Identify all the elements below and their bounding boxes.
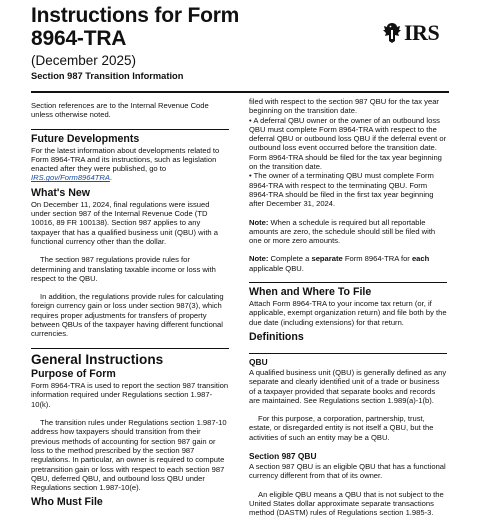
s987-subsection	[249, 451, 447, 517]
future-text-pre: For the latest information about developments related to Form 8964-TRA and its instructions, such as legislation enacted after they were published, go to	[31, 145, 220, 174]
section-rule	[31, 129, 229, 130]
whats-new-paragraph-1: On December 11, 2024, final regulations were issued under section 987 of the Internal Revenue Code (TD 10016, 89 FR 100138). Section 987 applies to any taxpayer that has a qualified business unit (QBU) with a functional currency other than the dollar.	[31, 199, 218, 246]
form-link[interactable]: IRS.gov/Form8964TRA	[31, 173, 110, 183]
future-text-post: .	[109, 173, 113, 183]
note-2-post: applicable QBU.	[249, 263, 304, 273]
general-section	[31, 348, 229, 510]
intro-text: Section references are to the Internal Revenue Code unless otherwise noted.	[31, 101, 209, 120]
right-column	[249, 97, 447, 518]
note-2-label: Note:	[249, 254, 269, 264]
section-rule	[249, 353, 447, 354]
whats-new-heading: What's New	[31, 186, 91, 199]
eagle-logo-icon	[381, 21, 403, 45]
right-paragraph-1: filed with respect to the section 987 QBU for the tax year beginning on the transition date.	[249, 97, 439, 116]
subtitle: Section 987 Transition Information	[31, 71, 184, 81]
s987-heading: Section 987 QBU	[249, 451, 317, 462]
qbu-paragraph-1: A qualified business unit (QBU) is generally defined as any separate and clearly identified unit of a trade or business of a taxpayer provided that separate books and records are maintained. See Regulations section 1.989(a)-1(b).	[249, 367, 447, 405]
purpose-paragraph-1: Form 8964-TRA is used to report the section 987 transition information required under Regulations section 1.987-10(k).	[31, 381, 229, 409]
qbu-paragraph-2: For this purpose, a corporation, partnership, trust, estate, or disregarded entity is not itself a QBU, but the activities of such an entity may be a QBU.	[249, 414, 434, 442]
whats-new-paragraph-2: The section 987 regulations provide rules for determining and translating taxable income or loss with respect to the QBU.	[31, 255, 216, 283]
note-1	[249, 218, 447, 246]
note-2-mid: Form 8964-TRA for	[342, 254, 412, 264]
who-must-file-heading: Who Must File	[31, 496, 103, 509]
note-1-label: Note:	[249, 217, 269, 227]
section-rule	[249, 282, 447, 283]
bullet-2: • The owner of a terminating QBU must complete Form 8964-TRA with respect to the terminating QBU. Form 8964-TRA should be filed in the first tax year beginning after December 31, 2024.	[249, 171, 434, 209]
left-column	[31, 97, 229, 509]
general-heading: General Instructions	[31, 352, 164, 368]
qbu-subsection	[249, 353, 447, 442]
whats-new-section	[31, 187, 229, 339]
s987-paragraph-2: An eligible QBU means a QBU that is not subject to the United States dollar approximate separate transactions method (DASTM) rules of Regulations section 1.985-3.	[249, 489, 444, 518]
purpose-paragraph-2: The transition rules under Regulations section 1.987-10 address how taxpayers should transition from their previous methods of accounting for section 987 gain or loss to the method prescribed by the section 987 regulations. In particular, an owner is required to compute pretransition gain or loss with respect to each section 987 QBU, deferred QBU, and outbound loss QBU under Regulations section 1.987-10(e).	[31, 418, 227, 493]
note-2-pre: Complete a	[268, 254, 312, 264]
logo-text: IRS	[404, 20, 440, 45]
note-2-bold-1: separate	[311, 254, 343, 264]
definitions-section	[249, 331, 447, 518]
when-heading: When and Where To File	[249, 286, 372, 299]
s987-paragraph-1: A section 987 QBU is an eligible QBU that has a functional currency different from that of its owner.	[249, 462, 446, 481]
bullet-1: • A deferral QBU owner or the owner of an outbound loss QBU must complete Form 8964-TRA with respect to the deferral QBU or outbound loss QBU if the deferral event or outbound loss event occurred before the transition date. Form 8964-TRA should be filed for the tax year beginning on the transition date.	[249, 115, 447, 172]
irs-logo	[381, 20, 453, 46]
note-1-text: When a schedule is required but all reportable amounts are zero, the schedule should still be filed with one or more zero amounts.	[249, 217, 436, 246]
future-heading: Future Developments	[31, 132, 140, 145]
note-2-bold-2: each	[411, 254, 430, 264]
note-2	[249, 254, 447, 273]
when-section	[249, 282, 447, 327]
future-section	[31, 129, 229, 183]
section-rule	[31, 348, 229, 350]
header-rule	[31, 91, 449, 93]
revision-date: (December 2025)	[31, 53, 137, 68]
future-text	[31, 146, 229, 183]
purpose-heading: Purpose of Form	[31, 368, 116, 381]
whats-new-paragraph-3: In addition, the regulations provide rules for calculating foreign currency gain or loss under section 987(3), which requires proper adjustments for transfers of property between QBUs of the taxpayer having different functional currencies.	[31, 292, 224, 339]
qbu-heading: QBU	[249, 356, 268, 367]
title-line-2: 8964-TRA	[31, 27, 127, 50]
title-line-1: Instructions for Form	[31, 4, 240, 27]
when-text: Attach Form 8964-TRA to your income tax return (or, if applicable, exempt organization return) and file both by the due date (including extensions) for that return.	[249, 299, 447, 327]
definitions-heading: Definitions	[249, 330, 304, 343]
